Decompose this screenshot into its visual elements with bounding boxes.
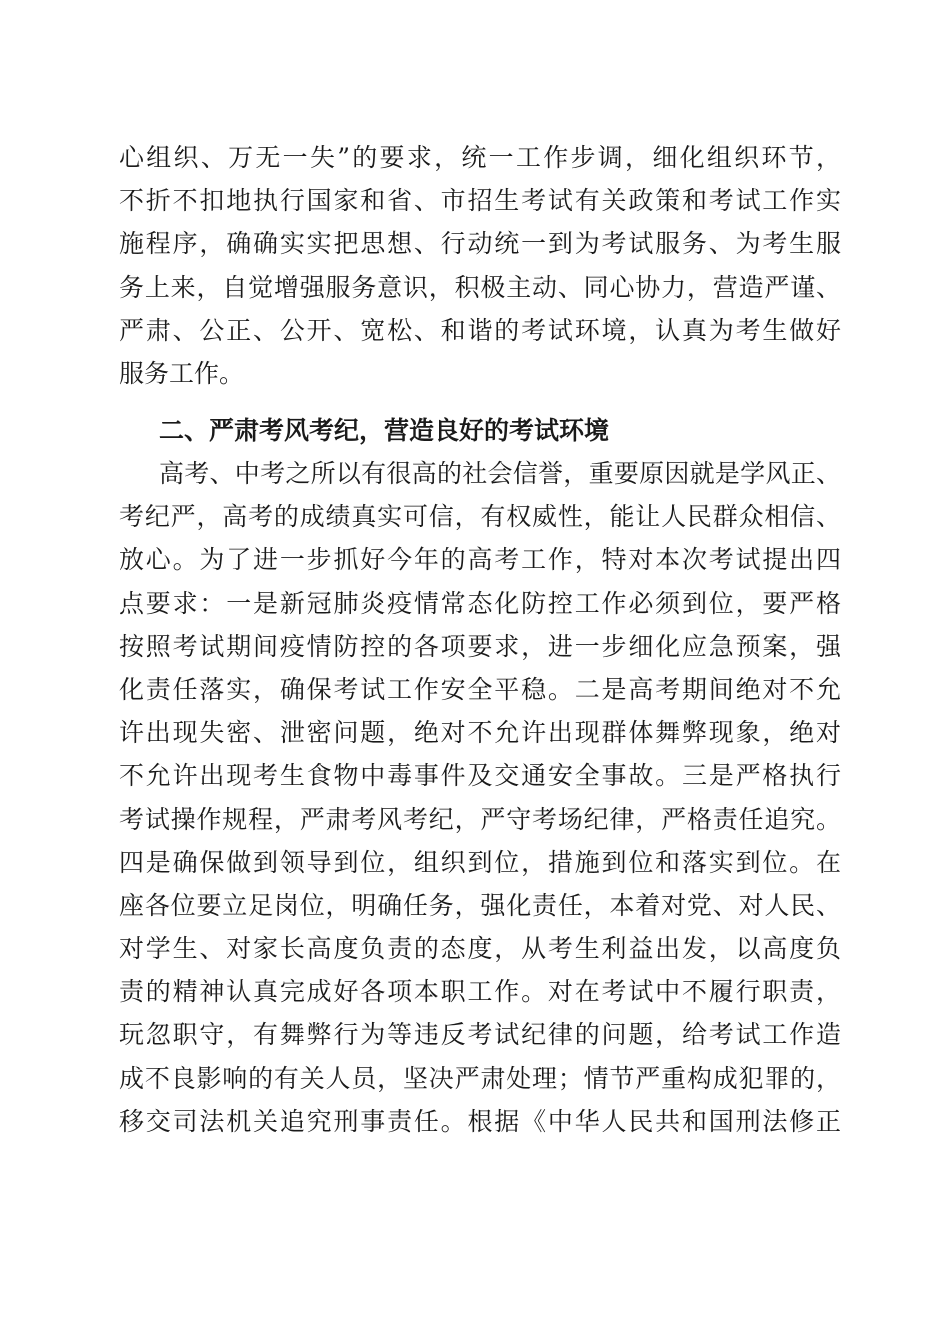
paragraph-line: 服务工作。: [119, 358, 245, 388]
paragraph-line: 不允许出现考生食物中毒事件及交通安全事故。三是严格执行: [119, 761, 841, 791]
paragraph-line: 考纪严，高考的成绩真实可信，有权威性，能让人民群众相信、: [119, 502, 841, 532]
paragraph-line: 考试操作规程，严肃考风考纪，严守考场纪律，严格责任追究。: [119, 804, 841, 834]
paragraph-service: [119, 136, 841, 395]
paragraph-line: 座各位要立足岗位，明确任务，强化责任，本着对党、对人民、: [119, 890, 841, 920]
paragraph-line: 化责任落实，确保考试工作安全平稳。二是高考期间绝对不允: [119, 674, 841, 704]
paragraph-line: 高考、中考之所以有很高的社会信誉，重要原因就是学风正、: [159, 459, 841, 488]
paragraph-line: 严肃、公正、公开、宽松、和谐的考试环境，认真为考生做好: [119, 315, 841, 345]
section-heading-block: [119, 409, 841, 452]
paragraph-line: 点要求：一是新冠肺炎疫情常态化防控工作必须到位，要严格: [119, 588, 841, 618]
paragraph-line: 放心。为了进一步抓好今年的高考工作，特对本次考试提出四: [119, 545, 841, 575]
paragraph-line: 玩忽职守，有舞弊行为等违反考试纪律的问题，给考试工作造: [119, 1020, 841, 1050]
paragraph-line: 四是确保做到领导到位，组织到位，措施到位和落实到位。在: [119, 847, 841, 877]
paragraph-line: 施程序，确确实实把思想、行动统一到为考试服务、为考生服: [119, 229, 841, 259]
paragraph-line: 移交司法机关追究刑事责任。根据《中华人民共和国刑法修正: [119, 1106, 841, 1136]
paragraph-line: 许出现失密、泄密问题，绝对不允许出现群体舞弊现象，绝对: [119, 718, 841, 748]
paragraph-line: 务上来，自觉增强服务意识，积极主动、同心协力，营造严谨、: [119, 272, 841, 302]
section-heading: 二、严肃考风考纪，营造良好的考试环境: [159, 416, 610, 445]
paragraph-line: 按照考试期间疫情防控的各项要求，进一步细化应急预案，强: [119, 631, 841, 661]
paragraph-line: 心组织、万无一失”的要求，统一工作步调，细化组织环节，: [119, 143, 841, 172]
paragraph-line: 成不良影响的有关人员，坚决严肃处理；情节严重构成犯罪的，: [119, 1063, 841, 1093]
paragraph-line: 不折不扣地执行国家和省、市招生考试有关政策和考试工作实: [119, 186, 841, 216]
paragraph-discipline: [119, 452, 841, 1143]
paragraph-line: 责的精神认真完成好各项本职工作。对在考试中不履行职责，: [119, 977, 841, 1007]
paragraph-line: 对学生、对家长高度负责的态度，从考生利益出发，以高度负: [119, 934, 841, 964]
